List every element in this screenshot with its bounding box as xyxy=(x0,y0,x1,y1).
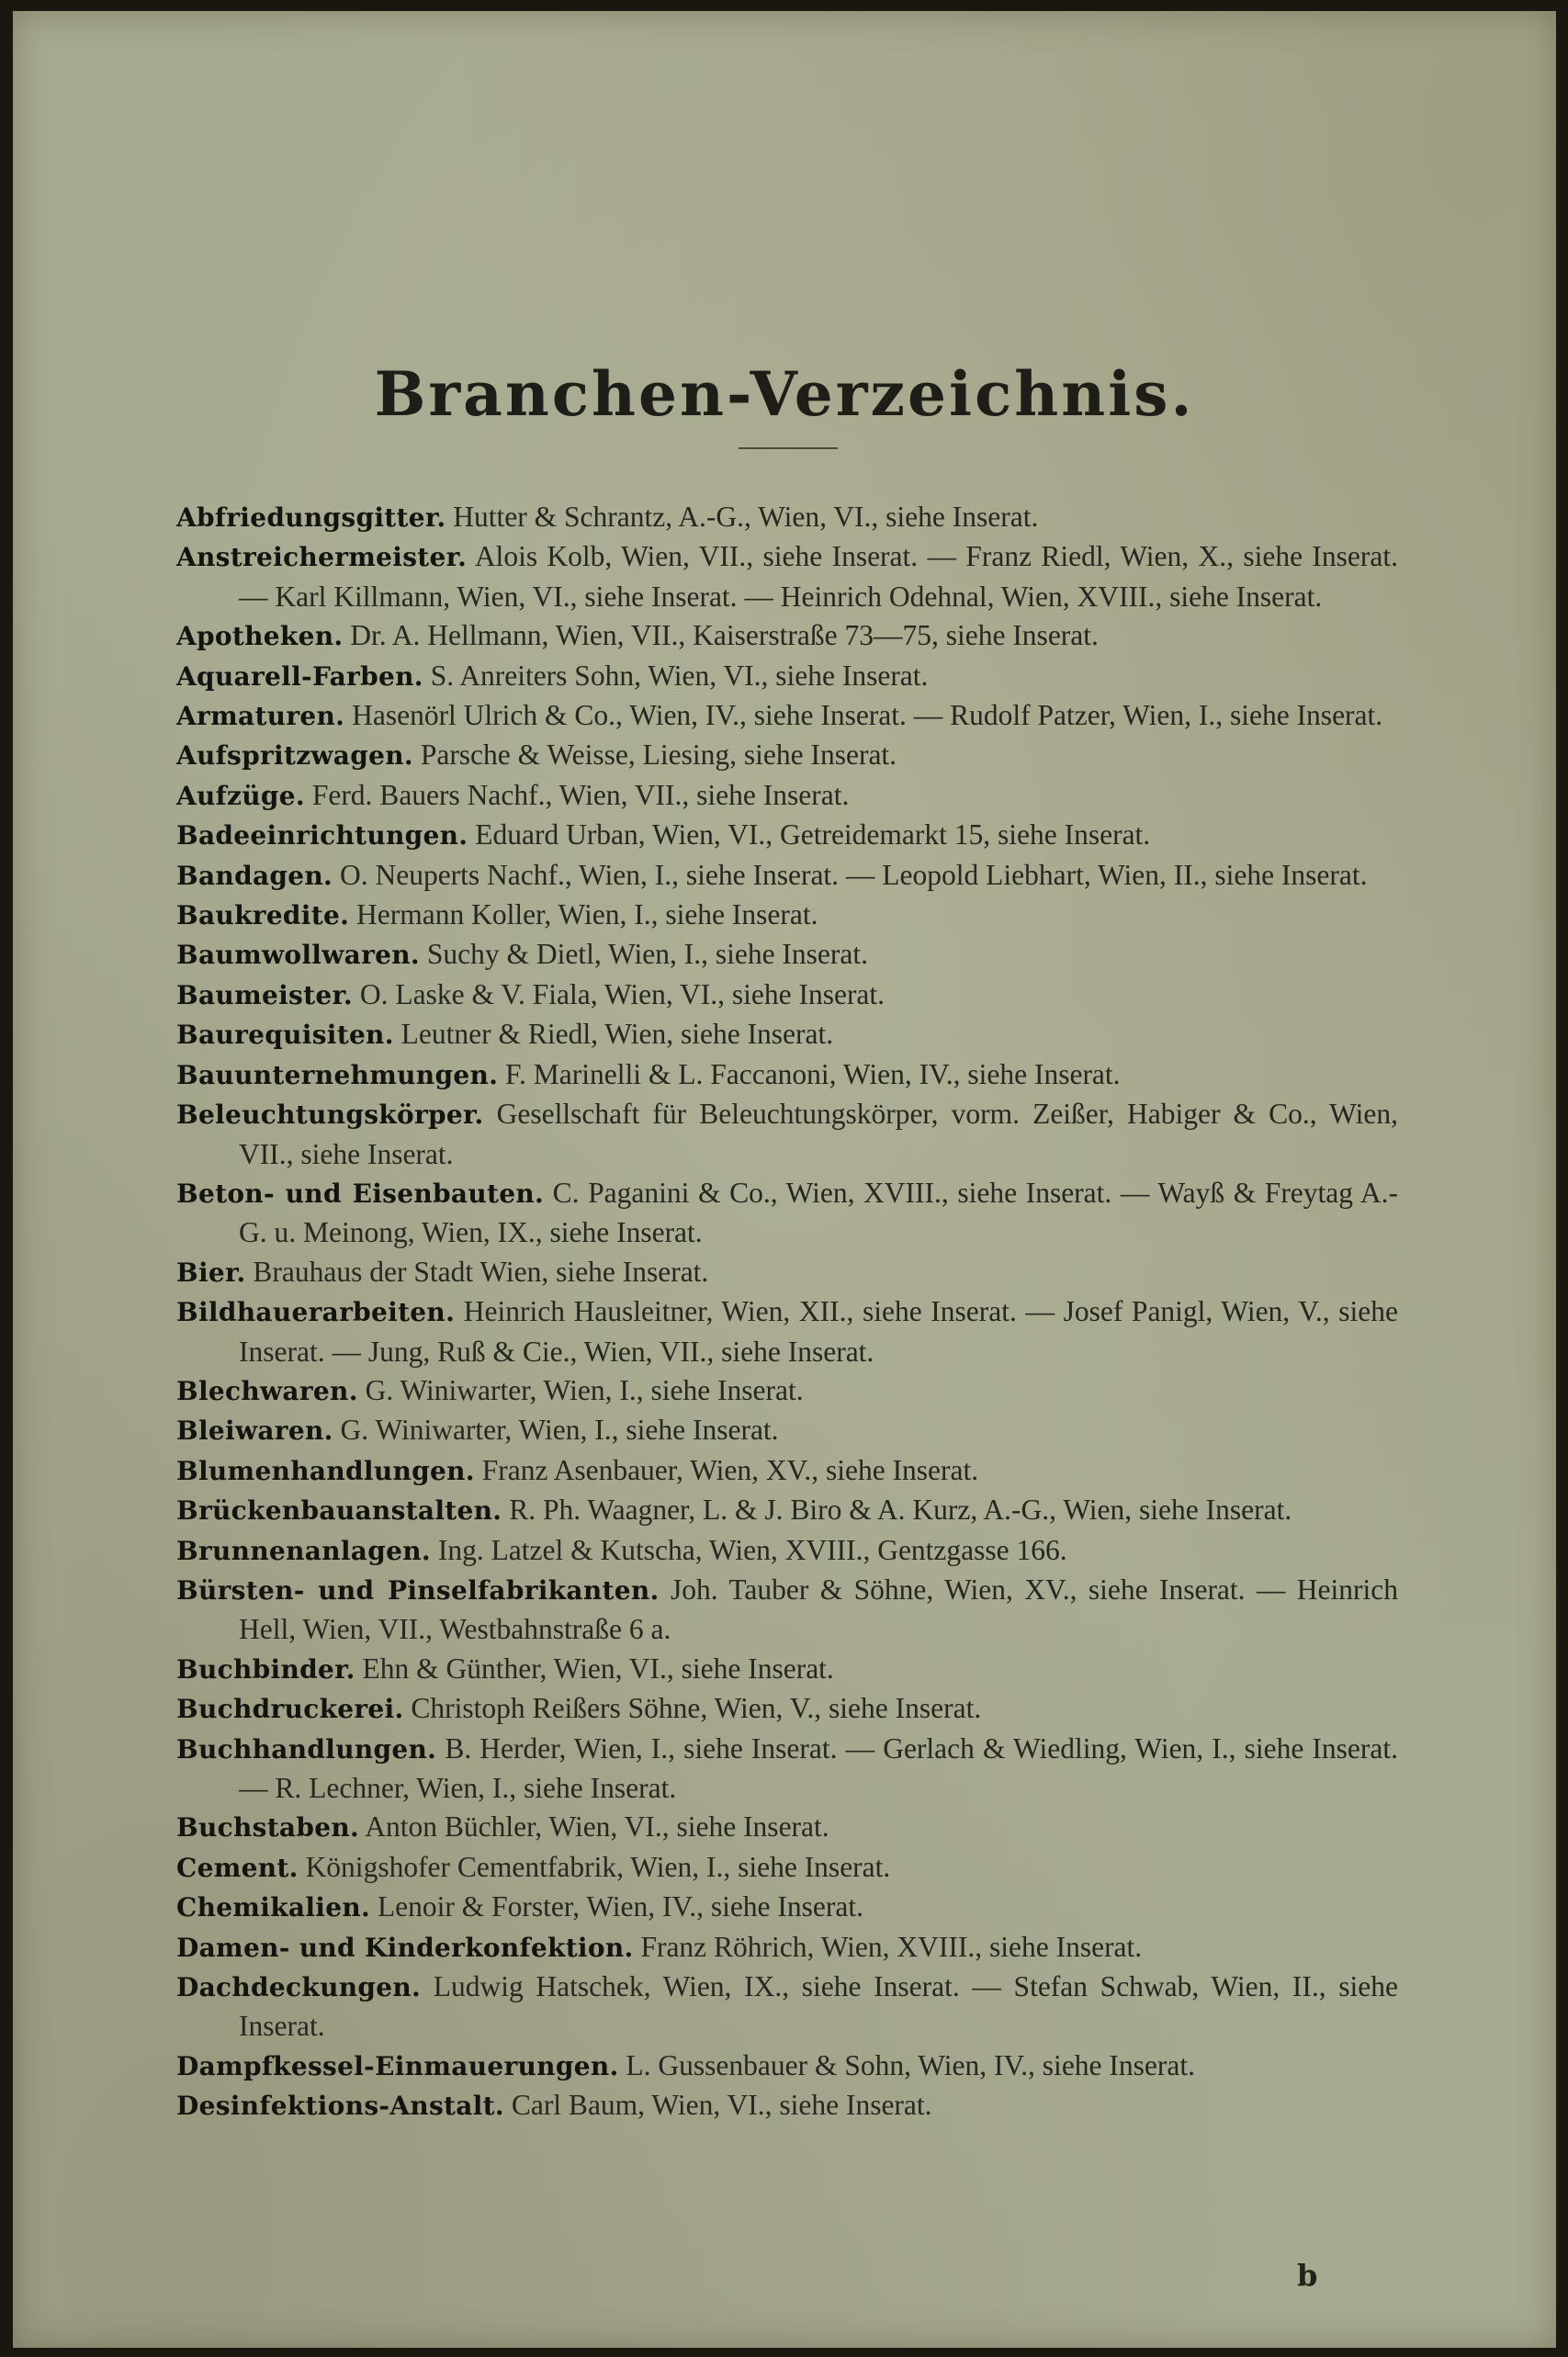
entry-text: G. Winiwarter, Wien, I., siehe Inserat. xyxy=(365,1373,804,1406)
entry-term: Buchdruckerei. xyxy=(176,1694,404,1725)
entry-text: Heinrich Hausleitner, Wien, XII., siehe Inserat. — Josef Panigl, Wien, V., siehe Inserat. — Jung, Ruß & Cie., Wien, VII., siehe Inserat. xyxy=(239,1295,1398,1368)
entry-term: Aufspritzwagen. xyxy=(176,740,413,772)
entry-text: Ing. Latzel & Kutscha, Wien, XVIII., Gentzgasse 166. xyxy=(437,1533,1067,1566)
directory-entry xyxy=(176,935,1398,975)
directory-entry xyxy=(176,537,1398,616)
entry-text: Leutner & Riedl, Wien, siehe Inserat. xyxy=(400,1018,834,1051)
entry-text: Christoph Reißers Söhne, Wien, V., siehe Inserat. xyxy=(411,1692,982,1725)
directory-entry xyxy=(176,1292,1398,1371)
entry-term: Beton- und Eisenbauten. xyxy=(176,1178,545,1209)
entry-term: Abfriedungsgitter. xyxy=(176,502,446,533)
directory-entry xyxy=(176,616,1398,656)
entry-text: O. Neuperts Nachf., Wien, I., siehe Inserat. — Leopold Liebhart, Wien, II., siehe Inserat. xyxy=(339,858,1368,891)
directory-entry xyxy=(176,498,1398,537)
directory-list xyxy=(176,498,1398,2126)
entry-term: Bleiwaren. xyxy=(176,1415,333,1447)
directory-entry xyxy=(176,816,1398,855)
directory-entry xyxy=(176,1888,1398,1927)
entry-term: Cement. xyxy=(176,1852,299,1883)
entry-text: Suchy & Dietl, Wien, I., siehe Inserat. xyxy=(426,938,869,971)
entry-text: Brauhaus der Stadt Wien, siehe Inserat. xyxy=(253,1255,709,1288)
entry-term: Buchstaben. xyxy=(176,1812,360,1844)
entry-text: Eduard Urban, Wien, VI., Getreidemarkt 15, siehe Inserat. xyxy=(475,818,1151,851)
entry-term: Buchbinder. xyxy=(176,1653,355,1685)
directory-entry xyxy=(176,1571,1398,1650)
entry-text: C. Paganini & Co., Wien, XVIII., siehe Inserat. — Wayß & Freytag A.-G. u. Meinong, Wien, IX., siehe Inserat. xyxy=(239,1176,1398,1249)
entry-text: F. Marinelli & L. Faccanoni, Wien, IV., siehe Inserat. xyxy=(505,1057,1121,1090)
directory-entry xyxy=(176,1968,1398,2047)
entry-text: B. Herder, Wien, I., siehe Inserat. — Gerlach & Wiedling, Wien, I., siehe Inserat. — R. Lechner, Wien, I., siehe Inserat. xyxy=(239,1731,1398,1804)
page-title: Branchen-Verzeichnis. xyxy=(374,358,1195,430)
directory-entry xyxy=(176,1055,1398,1095)
entry-term: Chemikalien. xyxy=(176,1892,371,1923)
entry-text: Hermann Koller, Wien, I., siehe Inserat. xyxy=(356,898,818,931)
directory-entry xyxy=(176,1253,1398,1292)
directory-entry xyxy=(176,1730,1398,1809)
directory-entry xyxy=(176,1174,1398,1253)
entry-term: Dachdeckungen. xyxy=(176,1972,422,2003)
entry-term: Bürsten- und Pinselfabrikanten. xyxy=(176,1574,660,1606)
entry-term: Baukredite. xyxy=(176,900,350,931)
entry-term: Bier. xyxy=(176,1257,246,1288)
entry-text: Ludwig Hatschek, Wien, IX., siehe Inserat. — Stefan Schwab, Wien, II., siehe Inserat. xyxy=(239,1970,1399,2043)
entry-term: Bildhauerarbeiten. xyxy=(176,1297,456,1328)
directory-entry xyxy=(176,1689,1398,1729)
entry-term: Blumenhandlungen. xyxy=(176,1455,475,1486)
entry-term: Aufzüge. xyxy=(176,780,305,811)
entry-text: Alois Kolb, Wien, VII., siehe Inserat. — Franz Riedl, Wien, X., siehe Inserat. — Karl Killmann, Wien, VI., siehe Inserat. — Heinrich Odehnal, Wien, XVIII., siehe Inserat. xyxy=(239,540,1398,613)
entry-text: Dr. A. Hellmann, Wien, VII., Kaiserstraße 73—75, siehe Inserat. xyxy=(350,619,1099,652)
directory-entry xyxy=(176,1015,1398,1054)
directory-entry xyxy=(176,1531,1398,1571)
entry-term: Aquarell-Farben. xyxy=(176,660,423,692)
entry-term: Armaturen. xyxy=(176,701,345,732)
entry-term: Bandagen. xyxy=(176,860,333,891)
document-page xyxy=(13,11,1556,2348)
directory-entry xyxy=(176,1848,1398,1888)
page-signature-mark: b xyxy=(1297,2258,1318,2293)
directory-entry xyxy=(176,1095,1398,1174)
entry-term: Buchhandlungen. xyxy=(176,1733,437,1765)
entry-text: Franz Asenbauer, Wien, XV., siehe Inserat. xyxy=(481,1453,979,1486)
entry-term: Baumwollwaren. xyxy=(176,940,420,971)
entry-text: R. Ph. Waagner, L. & J. Biro & A. Kurz, A.-G., Wien, siehe Inserat. xyxy=(509,1494,1292,1527)
directory-entry xyxy=(176,1928,1398,1968)
entry-term: Baurequisiten. xyxy=(176,1020,394,1051)
entry-term: Blechwaren. xyxy=(176,1375,358,1406)
directory-entry xyxy=(176,696,1398,736)
entry-term: Beleuchtungskörper. xyxy=(176,1100,484,1131)
entry-term: Apotheken. xyxy=(176,621,344,652)
entry-text: Hasenörl Ulrich & Co., Wien, IV., siehe Inserat. — Rudolf Patzer, Wien, I., siehe Inserat. xyxy=(352,699,1383,732)
entry-text: Ferd. Bauers Nachf., Wien, VII., siehe Inserat. xyxy=(311,778,850,811)
entry-term: Baumeister. xyxy=(176,979,353,1010)
entry-text: Carl Baum, Wien, VI., siehe Inserat. xyxy=(511,2089,932,2122)
directory-entry xyxy=(176,896,1398,935)
entry-text: Gesellschaft für Beleuchtungskörper, vorm. Zeißer, Habiger & Co., Wien, VII., siehe Inserat. xyxy=(239,1098,1398,1170)
entry-text: Parsche & Weisse, Liesing, siehe Inserat. xyxy=(420,739,897,772)
directory-entry xyxy=(176,657,1398,696)
directory-entry xyxy=(176,1411,1398,1450)
entry-text: G. Winiwarter, Wien, I., siehe Inserat. xyxy=(340,1414,779,1447)
directory-entry xyxy=(176,1650,1398,1689)
directory-entry xyxy=(176,736,1398,775)
directory-entry xyxy=(176,776,1398,816)
directory-entry xyxy=(176,976,1398,1015)
entry-text: Ehn & Günther, Wien, VI., siehe Inserat. xyxy=(362,1652,834,1685)
directory-entry xyxy=(176,2086,1398,2126)
entry-text: Hutter & Schrantz, A.-G., Wien, VI., siehe Inserat. xyxy=(453,501,1039,533)
entry-text: Königshofer Cementfabrik, Wien, I., siehe Inserat. xyxy=(305,1850,891,1883)
entry-text: Lenoir & Forster, Wien, IV., siehe Inserat. xyxy=(377,1890,863,1923)
entry-term: Brückenbauanstalten. xyxy=(176,1495,502,1527)
entry-term: Anstreichermeister. xyxy=(176,542,468,573)
entry-text: O. Laske & V. Fiala, Wien, VI., siehe Inserat. xyxy=(359,977,886,1010)
entry-term: Badeeinrichtungen. xyxy=(176,820,468,851)
directory-entry xyxy=(176,1491,1398,1530)
directory-entry xyxy=(176,1371,1398,1411)
entry-text: S. Anreiters Sohn, Wien, VI., siehe Inserat. xyxy=(430,659,929,692)
directory-entry xyxy=(176,856,1398,896)
entry-text: L. Gussenbauer & Sohn, Wien, IV., siehe Inserat. xyxy=(626,2048,1195,2081)
directory-entry xyxy=(176,2047,1398,2086)
entry-term: Desinfektions-Anstalt. xyxy=(176,2091,504,2122)
entry-term: Damen- und Kinderkonfektion. xyxy=(176,1932,634,1963)
directory-entry xyxy=(176,1808,1398,1847)
directory-entry xyxy=(176,1451,1398,1491)
entry-term: Bauunternehmungen. xyxy=(176,1059,499,1090)
entry-text: Anton Büchler, Wien, VI., siehe Inserat. xyxy=(365,1810,829,1844)
entry-text: Franz Röhrich, Wien, XVIII., siehe Inserat. xyxy=(640,1930,1143,1963)
entry-term: Dampfkessel-Einmauerungen. xyxy=(176,2050,619,2081)
entry-term: Brunnenanlagen. xyxy=(176,1535,431,1566)
entry-text: Joh. Tauber & Söhne, Wien, XV., siehe Inserat. — Heinrich Hell, Wien, VII., Westbahnstraße 6 a. xyxy=(239,1573,1399,1646)
title-divider xyxy=(739,447,838,449)
